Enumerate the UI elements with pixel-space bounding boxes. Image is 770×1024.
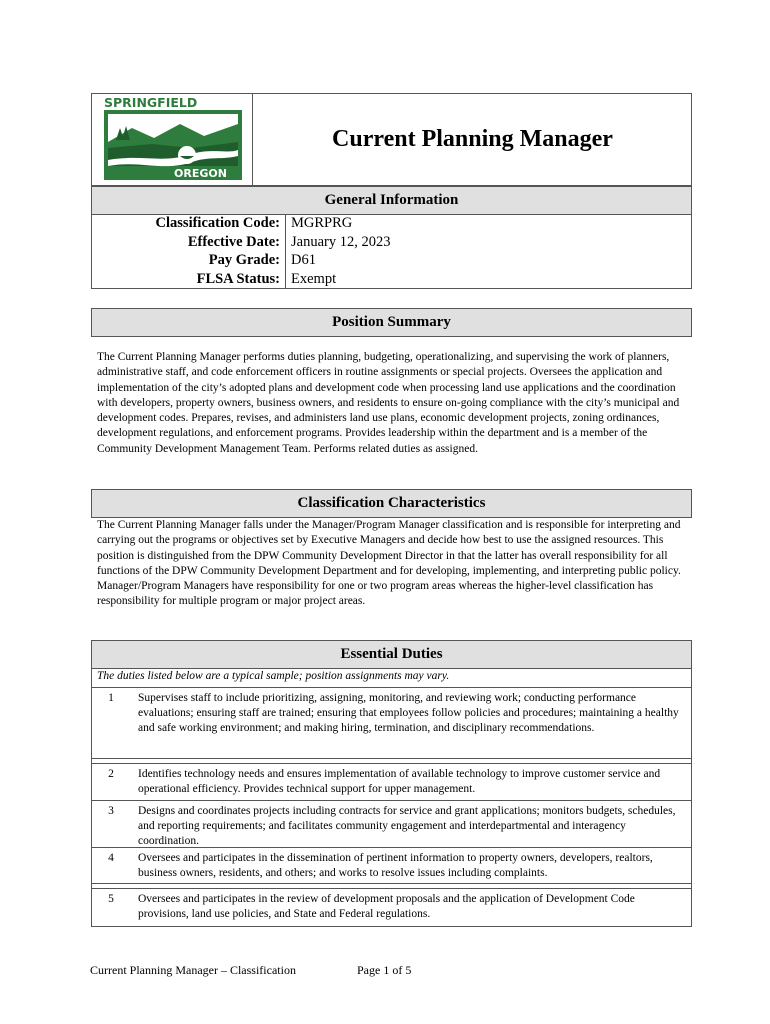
general-info-row xyxy=(92,251,691,270)
classification-heading: Classification Characteristics xyxy=(91,489,692,518)
footer-title: Current Planning Manager – Classification xyxy=(90,963,296,977)
classification-code-label: Classification Code: xyxy=(92,214,286,233)
duty-text: Oversees and participates in the review of development proposals and the application of Development Code provisions, land use policies, and State and Federal regulations. xyxy=(138,893,635,921)
duty-number: 5 xyxy=(108,893,114,905)
page-number: Page 1 of 5 xyxy=(357,963,412,977)
pay-grade-value: D61 xyxy=(291,252,316,268)
page-footer xyxy=(90,963,411,978)
general-info-row xyxy=(92,270,691,289)
logo-bottom-text: OREGON xyxy=(174,167,227,180)
duty-number: 2 xyxy=(108,768,114,780)
essential-duties-heading: Essential Duties xyxy=(91,640,692,669)
flsa-status-value: Exempt xyxy=(291,270,337,287)
duty-number: 3 xyxy=(108,805,114,817)
duty-row xyxy=(92,688,691,759)
general-info-table xyxy=(91,214,692,289)
general-info-row xyxy=(92,214,691,233)
page-title: Current Planning Manager xyxy=(332,126,613,152)
logo-top-text: SPRINGFIELD xyxy=(104,95,198,110)
position-summary-heading: Position Summary xyxy=(91,308,692,337)
logo-cell xyxy=(92,94,253,185)
document-header xyxy=(91,93,692,186)
flsa-status-label: FLSA Status: xyxy=(92,270,286,289)
classification-text: The Current Planning Manager falls under the Manager/Program Manager classification and is responsible for interpreting and carrying out the programs or objectives set by Executive Managers and decide how best to use the assigned resources. This position is distinguished from the DPW Community Development Director in that the latter has overall responsibility for all functions of the DPW Community Development Department and for developing, implementing, and interpreting public policy. Manager/Program Managers have responsibility for one or two program areas whereas the higher-level classification has responsibility for multiple program or major project areas. xyxy=(97,519,681,608)
springfield-oregon-logo xyxy=(92,94,252,185)
position-summary-text: The Current Planning Manager performs duties planning, budgeting, operationalizing, and supervising the work of planners, administrative staff, and code enforcement officers in routine assignments or special projects. Oversees the application and implementation of the city’s adopted plans and development code when processing land use applications and the coordination with developers, property owners, business owners, and residents to ensure on-going compliance with the city’s municipal and development codes. Prepares, revises, and administers land use plans, economic development projects, zoning ordinances, development regulations, and enforcement programs. Provides leadership within the department and is a member of the Community Development Management Team. Performs related duties as assigned. xyxy=(97,351,680,455)
effective-date-value: January 12, 2023 xyxy=(291,233,391,250)
duty-row xyxy=(92,888,691,926)
duty-text: Identifies technology needs and ensures implementation of available technology to improve customer service and operational efficiency. Provides technical support for upper management. xyxy=(138,768,661,796)
classification-code-value: MGRPRG xyxy=(291,215,353,231)
duty-row xyxy=(92,848,691,884)
essential-duties-table xyxy=(91,668,692,927)
duties-intro: The duties listed below are a typical sample; position assignments may vary. xyxy=(92,668,691,688)
duty-row xyxy=(92,763,691,801)
duty-number: 4 xyxy=(108,852,114,864)
duty-text: Oversees and participates in the dissemination of pertinent information to property owners, developers, realtors, business owners, residents, and others; and works to resolve issues including complaints. xyxy=(138,852,653,880)
duty-row xyxy=(92,801,691,848)
duty-text: Designs and coordinates projects including contracts for service and grant applications; monitors budgets, schedules, and reporting requirements; and facilitates community engagement and interdepartmental and interagency coordination. xyxy=(138,805,676,848)
duty-number: 1 xyxy=(108,692,114,704)
general-info-heading: General Information xyxy=(91,186,692,215)
effective-date-label: Effective Date: xyxy=(92,233,286,252)
duty-text: Supervises staff to include prioritizing, assigning, monitoring, and reviewing work; conducting performance evaluations; ensuring staff are trained; ensuring that employees follow policies and procedures; maintaining a healthy and safe working environment; and making hiring, termination, and disciplinary recommendations. xyxy=(138,692,679,735)
pay-grade-label: Pay Grade: xyxy=(92,251,286,270)
general-info-row xyxy=(92,233,691,252)
